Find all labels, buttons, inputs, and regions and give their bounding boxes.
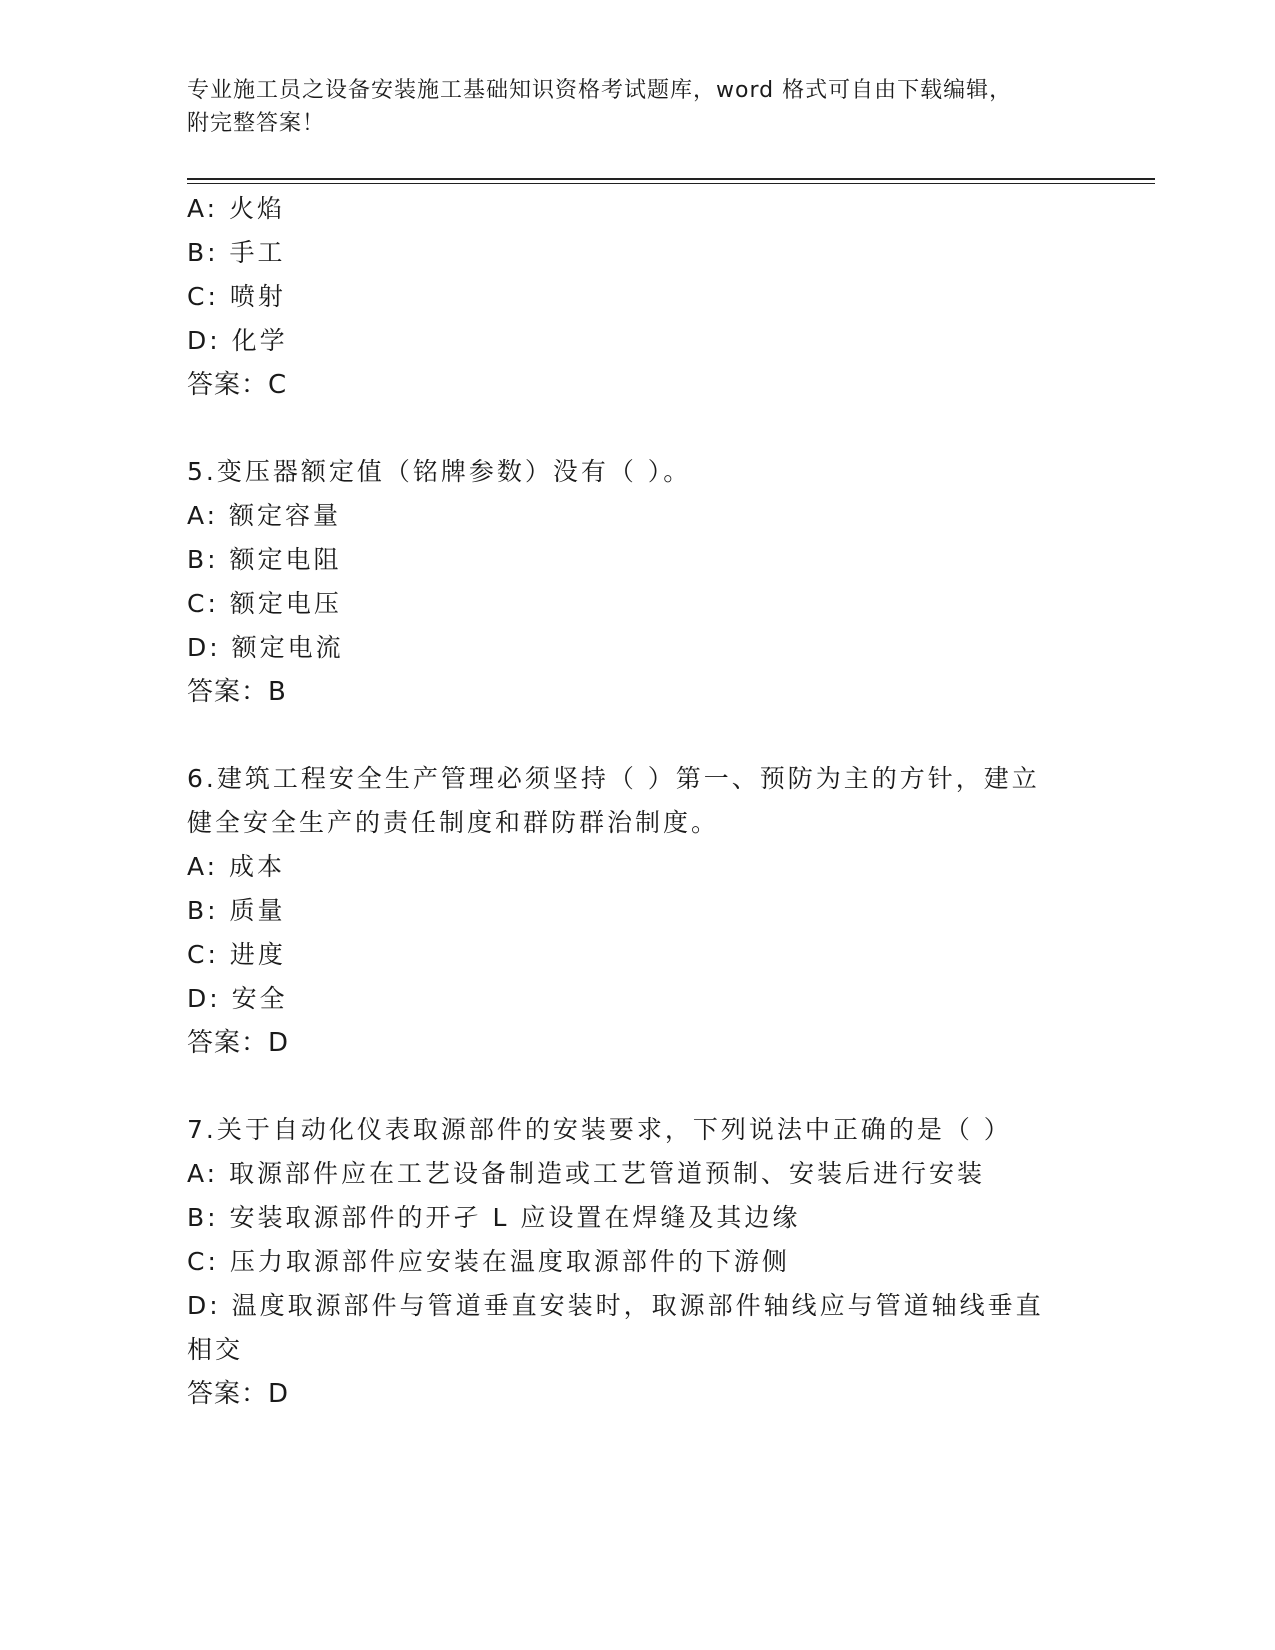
answer-label: 答案： — [187, 370, 269, 400]
q6-option-d: D: 安全 — [187, 984, 288, 1013]
document-header — [187, 74, 1087, 140]
q7-option-a: A: 取源部件应在工艺设备制造或工艺管道预制、安装后进行安装 — [187, 1159, 986, 1188]
answer-value: D — [268, 1028, 290, 1058]
q6-option-c: C: 进度 — [187, 940, 286, 969]
answer-value: B — [268, 677, 287, 707]
q4-option-c: C: 喷射 — [187, 282, 286, 311]
q4-option-a: A: 火焰 — [187, 194, 286, 223]
q7-option-b: B: 安装取源部件的开孑 L 应设置在焊缝及其边缘 — [187, 1203, 801, 1232]
q6-option-a: A: 成本 — [187, 852, 286, 881]
q7-option-d: D: 温度取源部件与管道垂直安装时，取源部件轴线应与管道轴线垂直 — [187, 1291, 1044, 1320]
q5-option-b: B: 额定电阻 — [187, 545, 342, 574]
q5-option-c: C: 额定电压 — [187, 589, 342, 618]
q7-stem: 7.关于自动化仪表取源部件的安装要求，下列说法中正确的是（ ） — [187, 1115, 1012, 1144]
q6-stem-line-2: 健全安全生产的责任制度和群防群治制度。 — [187, 808, 720, 837]
q4-option-d: D: 化学 — [187, 326, 288, 355]
q7-option-c: C: 压力取源部件应安装在温度取源部件的下游侧 — [187, 1247, 790, 1276]
q5-option-d: D: 额定电流 — [187, 633, 344, 662]
q7-option-d-continued: 相交 — [187, 1335, 244, 1364]
answer-label: 答案： — [187, 677, 269, 707]
q5-option-a: A: 额定容量 — [187, 501, 342, 530]
header-divider-thick — [187, 178, 1155, 180]
header-divider-thin — [187, 183, 1155, 184]
q6-option-b: B: 质量 — [187, 896, 286, 925]
answer-label: 答案： — [187, 1028, 269, 1058]
q4-answer — [187, 369, 287, 401]
answer-value: D — [268, 1379, 290, 1409]
header-line-2: 附完整答案！ — [187, 111, 326, 136]
q6-answer — [187, 1027, 289, 1059]
q4-option-b: B: 手工 — [187, 238, 286, 267]
answer-value: C — [268, 370, 288, 400]
answer-label: 答案： — [187, 1379, 269, 1409]
q6-stem-line-1: 6.建筑工程安全生产管理必须坚持（ ）第一、预防为主的方针，建立 — [187, 764, 1040, 793]
header-line-1: 专业施工员之设备安装施工基础知识资格考试题库，word 格式可自由下载编辑， — [187, 78, 1013, 103]
q5-answer — [187, 676, 287, 708]
q5-stem: 5.变压器额定值（铭牌参数）没有（ ）。 — [187, 457, 692, 486]
q7-answer — [187, 1378, 289, 1410]
